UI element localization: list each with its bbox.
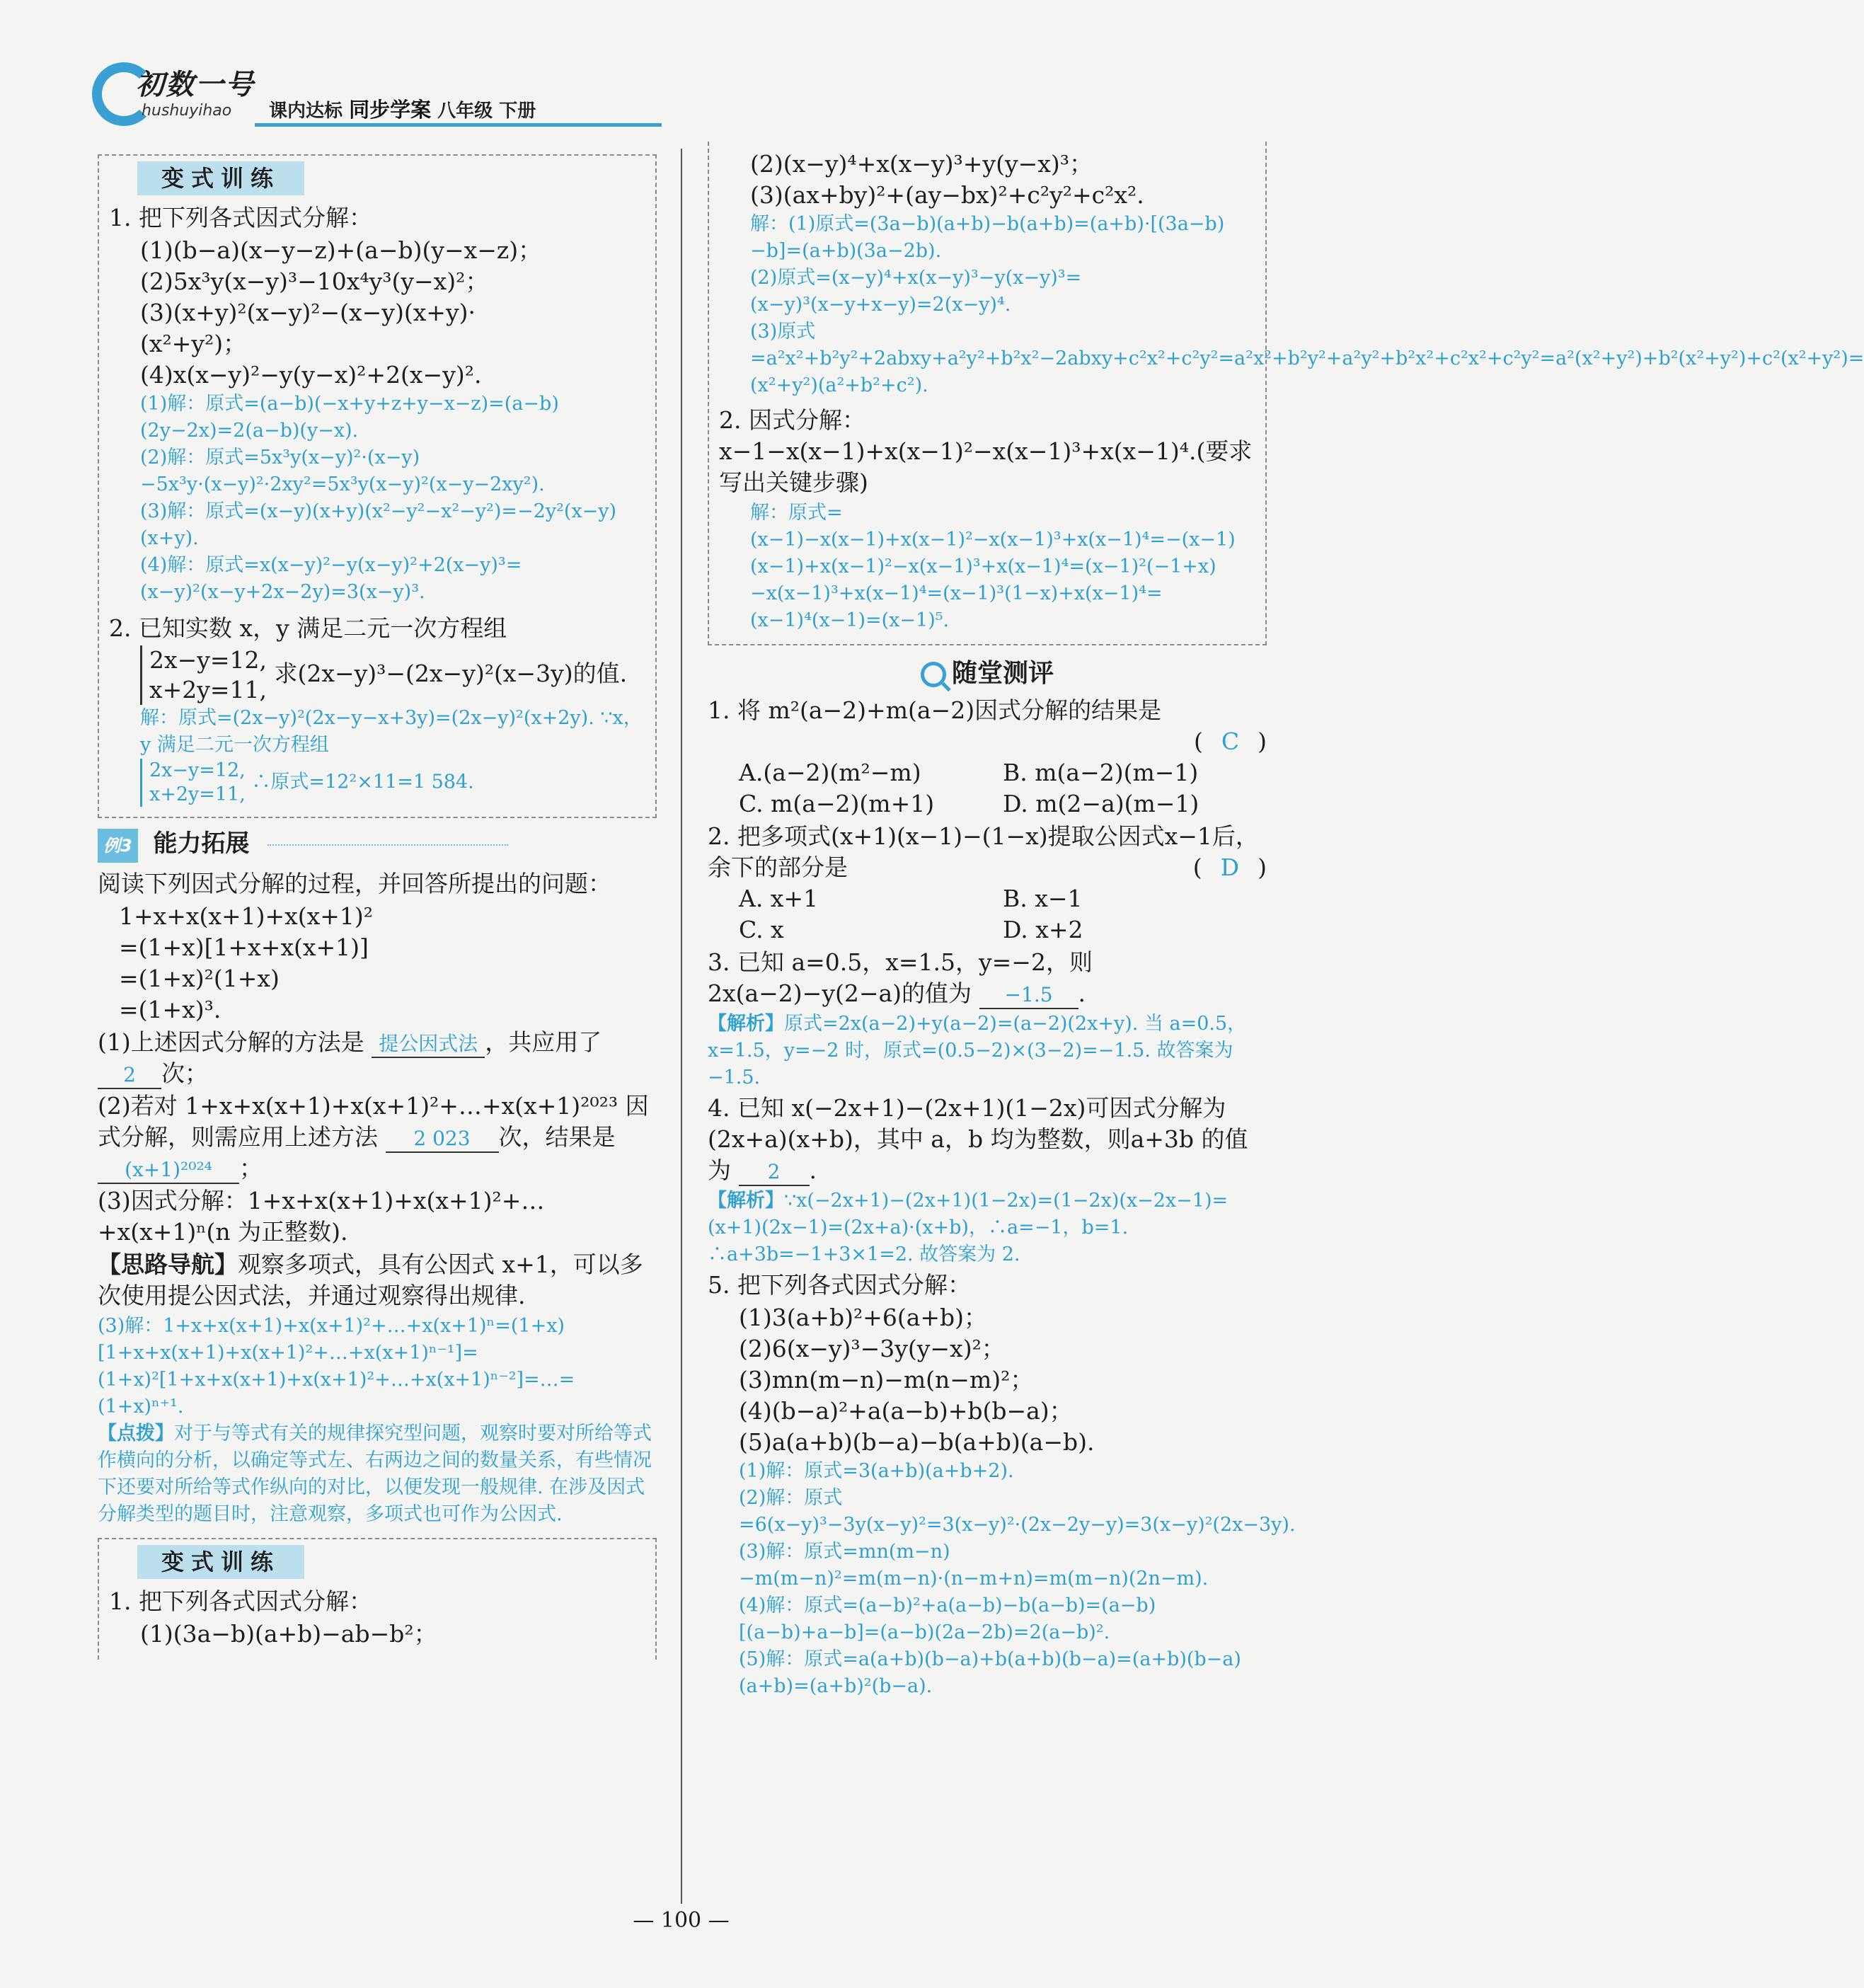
question-item: (3)(x+y)²(x−y)²−(x−y)(x+y)· — [140, 299, 476, 326]
test-question-3 — [708, 947, 1267, 1009]
answer-text: (3)原式=a²x²+b²y²+2abxy+a²y²+b²x²−2abxy+c²x²+c²y²=a²x²+b²y²+a²y²+b²x²+c²x²+c²y²=a²(x²+y²)+b²(x²+y²)+c²(x²+y²)=(x²+y²)(a²+b²+c²). — [750, 321, 1864, 396]
equation: x+2y=11, — [149, 676, 267, 703]
answer-text: (1)解：原式=3(a+b)(a+b+2). — [739, 1460, 1014, 1482]
question-item: (1)3(a+b)²+6(a+b)； — [739, 1304, 988, 1331]
answer-text: (5)解：原式=a(a+b)(b−a)+b(a+b)(b−a)=(a+b)(b−a)(a+b)=(a+b)²(b−a). — [739, 1648, 1241, 1697]
test-title: 随堂测评 — [951, 659, 1054, 688]
text: 次，结果是 — [498, 1123, 616, 1151]
example-part-3: (3)因式分解：1+x+x(x+1)+x(x+1)²+…+x(x+1)ⁿ(n 为正整数). — [98, 1187, 545, 1246]
section-rule — [267, 844, 508, 846]
equation: x+2y=11, — [149, 783, 246, 805]
analysis-label: 【解析】 — [708, 1190, 784, 1212]
answer-paren: ( C ) — [1194, 728, 1267, 755]
answer-text: (2)原式=(x−y)⁴+x(x−y)³−y(x−y)³=(x−y)³(x−y+x−y)=2(x−y)⁴. — [750, 267, 1082, 316]
analysis-text: ∵x(−2x+1)−(2x+1)(1−2x)=(1−2x)(x−2x−1)=(x+1)(2x−1)=(2x+a)·(x+b)，∴a=−1，b=1. ∴a+3b=−1+3×1=2. 故答案为 2. — [708, 1190, 1229, 1265]
answer-text: 解：原式=(x−1)−x(x−1)+x(x−1)²−x(x−1)³+x(x−1)⁴=−(x−1)(x−1)+x(x−1)²−x(x−1)³+x(x−1)⁴=(x−1)²(−1+x)−x(x−1)³+x(x−1)⁴=(x−1)³(1−x)+x(x−1)⁴=(x−1)⁴(x−1)=(x−1)⁵. — [750, 502, 1236, 631]
answer-text: (3)解：原式=(x−y)(x+y)(x²−y²−x²−y²)=−2y²(x−y)(x+y). — [140, 500, 617, 549]
option: A. x+1 — [739, 885, 819, 912]
equation: 2x−y=12, — [149, 759, 246, 781]
text: (1)上述因式分解的方法是 — [98, 1028, 364, 1056]
equation: 2x−y=12, — [149, 646, 267, 674]
text: (2)若对 1+x+x(x+1)+x(x+1)²+…+x(x+1)²⁰²³ 因式分解，则需应用上述方法 — [98, 1092, 649, 1151]
options — [708, 757, 1267, 820]
tip-text: 对于与等式有关的规律探究型问题，观察时要对所给等式作横向的分析，以确定等式左、右两边之间的数量关系，有些情况下还要对所给等式作纵向的对比，以便发现一般规律. 在涉及因式分解类型的题目时，注意观察，多项式也可作为公因式. — [98, 1423, 652, 1525]
question-item: (2)6(x−y)³−3y(y−x)²； — [739, 1335, 1005, 1362]
tip-label: 【点拨】 — [98, 1423, 174, 1444]
text: 次； — [161, 1059, 208, 1087]
practice-box-1 — [98, 154, 657, 818]
example-step: =(1+x)[1+x+x(x+1)] — [119, 933, 369, 961]
page-number: — 100 — — [633, 1908, 730, 1933]
practice-box-2 — [98, 1538, 657, 1660]
answer-text: (3)解：1+x+x(x+1)+x(x+1)²+…+x(x+1)ⁿ=(1+x)[1+x+x(x+1)+x(x+1)²+…+x(x+1)ⁿ⁻¹]=(1+x)²[1+x+x(x+1)+x(x+1)²+…+x(x+1)ⁿ⁻²]=…=(1+x)ⁿ⁺¹. — [98, 1315, 575, 1418]
example-tag: 例3 — [98, 829, 138, 863]
left-column — [98, 154, 657, 1670]
series-part-c: 八年级 下册 — [437, 100, 536, 122]
fill-blank: 2 — [739, 1159, 810, 1186]
logo-pinyin: hushuyihao — [142, 102, 232, 120]
test-question-4 — [708, 1093, 1267, 1186]
example-step: =(1+x)³. — [119, 996, 222, 1023]
test-question-1 — [708, 695, 1267, 820]
choice-answer: D — [1220, 854, 1240, 881]
choice-answer: C — [1221, 728, 1240, 755]
box-title: 变式训练 — [137, 1545, 304, 1579]
fill-blank: −1.5 — [979, 982, 1078, 1009]
text: . — [1078, 979, 1086, 1007]
text: . — [809, 1156, 817, 1184]
answer-text: (1)解：原式=(a−b)(−x+y+z+y−x−z)=(a−b)(2y−2x)=2(a−b)(y−x). — [140, 393, 559, 442]
right-column — [708, 142, 1864, 1700]
equation-system-row — [109, 645, 645, 705]
fill-blank: (x+1)²⁰²⁴ — [98, 1157, 239, 1184]
question-stem: 1. 把下列各式因式分解： — [109, 204, 372, 231]
guide-label: 【思路导航】 — [98, 1251, 238, 1278]
answer-text: 解：原式=(2x−y)²(2x−y−x+3y)=(2x−y)²(x+2y). ∵x，y 满足二元一次方程组 — [140, 707, 643, 756]
option: D. x+2 — [1003, 916, 1083, 943]
question-stem: 3. 已知 a=0.5，x=1.5，y=−2，则 2x(a−2)−y(2−a)的值为 — [708, 948, 1093, 1007]
analysis-text: 原式=2x(a−2)+y(a−2)=(a−2)(2x+y). 当 a=0.5，x=1.5，y=−2 时，原式=(0.5−2)×(3−2)=−1.5. 故答案为−1.5. — [708, 1013, 1247, 1088]
answer-text: (3)解：原式=mn(m−n)−m(m−n)²=m(m−n)·(n−m+n)=m(m−n)(2n−m). — [739, 1541, 1209, 1590]
page-header — [92, 55, 573, 133]
option: D. m(2−a)(m−1) — [1003, 790, 1199, 817]
option: C. x — [739, 916, 784, 943]
test-question-5: 5. 把下列各式因式分解： — [708, 1271, 971, 1299]
equation-system — [140, 645, 267, 705]
question-tail: 求(2x−y)³−(2x−y)²(x−3y)的值. — [274, 660, 628, 687]
answer-paren: ( D ) — [1192, 854, 1267, 881]
test-question-2 — [708, 821, 1267, 946]
fill-blank: 2 — [98, 1062, 161, 1089]
series-part-a: 课内达标 — [269, 100, 343, 122]
analysis — [708, 1188, 1267, 1268]
question-item: (4)x(x−y)²−y(y−x)²+2(x−y)². — [140, 361, 482, 389]
thinking-guide — [98, 1249, 657, 1311]
text: ； — [239, 1154, 263, 1182]
answer-text: (2)解：原式=6(x−y)³−3y(x−y)²=3(x−y)²·(2x−2y−y)=3(x−y)²(2x−3y). — [739, 1487, 1296, 1536]
answer-text: (4)解：原式=(a−b)²+a(a−b)−b(a−b)=(a−b)[(a−b)+a−b]=(a−b)(2a−2b)=2(a−b)². — [739, 1595, 1156, 1643]
guide-text: 观察多项式，具有公因式 x+1，可以多次使用提公因式法，并通过观察得出规律. — [98, 1251, 643, 1309]
options — [708, 883, 1267, 946]
question-stem: 2. 把多项式(x+1)(x−1)−(1−x)提取公因式x−1后，余下的部分是 — [708, 822, 1259, 881]
option: A.(a−2)(m²−m) — [739, 759, 921, 786]
answer-text: (2)解：原式=5x³y(x−y)²·(x−y)−5x³y·(x−y)²·2xy²=5x³y(x−y)²(x−y−2xy²). — [140, 447, 545, 495]
question-item: (3)mn(m−n)−m(n−m)²； — [739, 1366, 1034, 1394]
answer-system-row — [109, 759, 645, 807]
section-heading — [98, 828, 657, 863]
example-intro: 阅读下列因式分解的过程，并回答所提出的问题： — [98, 870, 611, 897]
magnifier-icon — [921, 662, 946, 687]
option: B. x−1 — [1003, 885, 1083, 912]
question-stem: 1. 把下列各式因式分解： — [109, 1587, 372, 1615]
series-part-b: 同步学案 — [349, 98, 432, 122]
section-title: 能力拓展 — [153, 829, 250, 858]
analysis-label: 【解析】 — [708, 1013, 784, 1035]
fill-blank: 2 023 — [386, 1126, 499, 1153]
question-item: (4)(b−a)²+a(a−b)+b(b−a)； — [739, 1397, 1073, 1425]
question-item: (2)(x−y)⁴+x(x−y)³+y(y−x)³； — [750, 150, 1093, 178]
question-item: (2)5x³y(x−y)³−10x⁴y³(y−x)²； — [140, 268, 489, 295]
answer-text: (4)解：原式=x(x−y)²−y(x−y)²+2(x−y)³=(x−y)²(x−y+2x−2y)=3(x−y)³. — [140, 554, 522, 603]
analysis — [708, 1011, 1267, 1091]
fill-blank: 提公因式法 — [372, 1031, 485, 1058]
example-step: =(1+x)²(1+x) — [119, 965, 280, 992]
example-part-1 — [98, 1027, 657, 1089]
header-rule — [255, 123, 662, 127]
question-stem: 2. 已知实数 x，y 满足二元一次方程组 — [109, 614, 507, 642]
question-item: (3)(ax+by)²+(ay−bx)²+c²y²+c²x². — [750, 181, 1144, 209]
answer-system — [140, 759, 246, 807]
series-title — [269, 94, 536, 123]
question-stem: 2. 因式分解：x−1−x(x−1)+x(x−1)²−x(x−1)³+x(x−1)⁴.(要求写出关键步骤) — [719, 406, 1253, 496]
column-divider — [681, 149, 682, 1904]
answer-text: 解：(1)原式=(3a−b)(a+b)−b(a+b)=(a+b)·[(3a−b)−b]=(a+b)(3a−2b). — [750, 213, 1225, 262]
question-item: (x²+y²)； — [140, 330, 247, 357]
question-item: (1)(3a−b)(a+b)−ab−b²； — [140, 1620, 437, 1648]
practice-box-2-continued — [708, 142, 1864, 645]
question-stem: 4. 已知 x(−2x+1)−(2x+1)(1−2x)可因式分解为(2x+a)(x+b)，其中 a，b 均为整数，则a+3b 的值为 — [708, 1094, 1248, 1184]
logo-text: 初数一号 — [136, 69, 255, 101]
example-part-2 — [98, 1091, 657, 1184]
box-title: 变式训练 — [137, 161, 304, 195]
test-heading — [708, 658, 1267, 689]
question-item: (1)(b−a)(x−y−z)+(a−b)(y−x−z)； — [140, 236, 542, 264]
answer-result: ∴原式=12²×11=1 584. — [251, 771, 474, 793]
question-stem: 1. 将 m²(a−2)+m(a−2)因式分解的结果是 — [708, 696, 1162, 724]
option: C. m(a−2)(m+1) — [739, 790, 935, 817]
text: ，共应用了 — [485, 1028, 602, 1056]
example-step: 1+x+x(x+1)+x(x+1)² — [119, 902, 374, 930]
question-item: (5)a(a+b)(b−a)−b(a+b)(a−b). — [739, 1428, 1095, 1456]
option: B. m(a−2)(m−1) — [1003, 759, 1199, 786]
tip — [98, 1420, 657, 1528]
